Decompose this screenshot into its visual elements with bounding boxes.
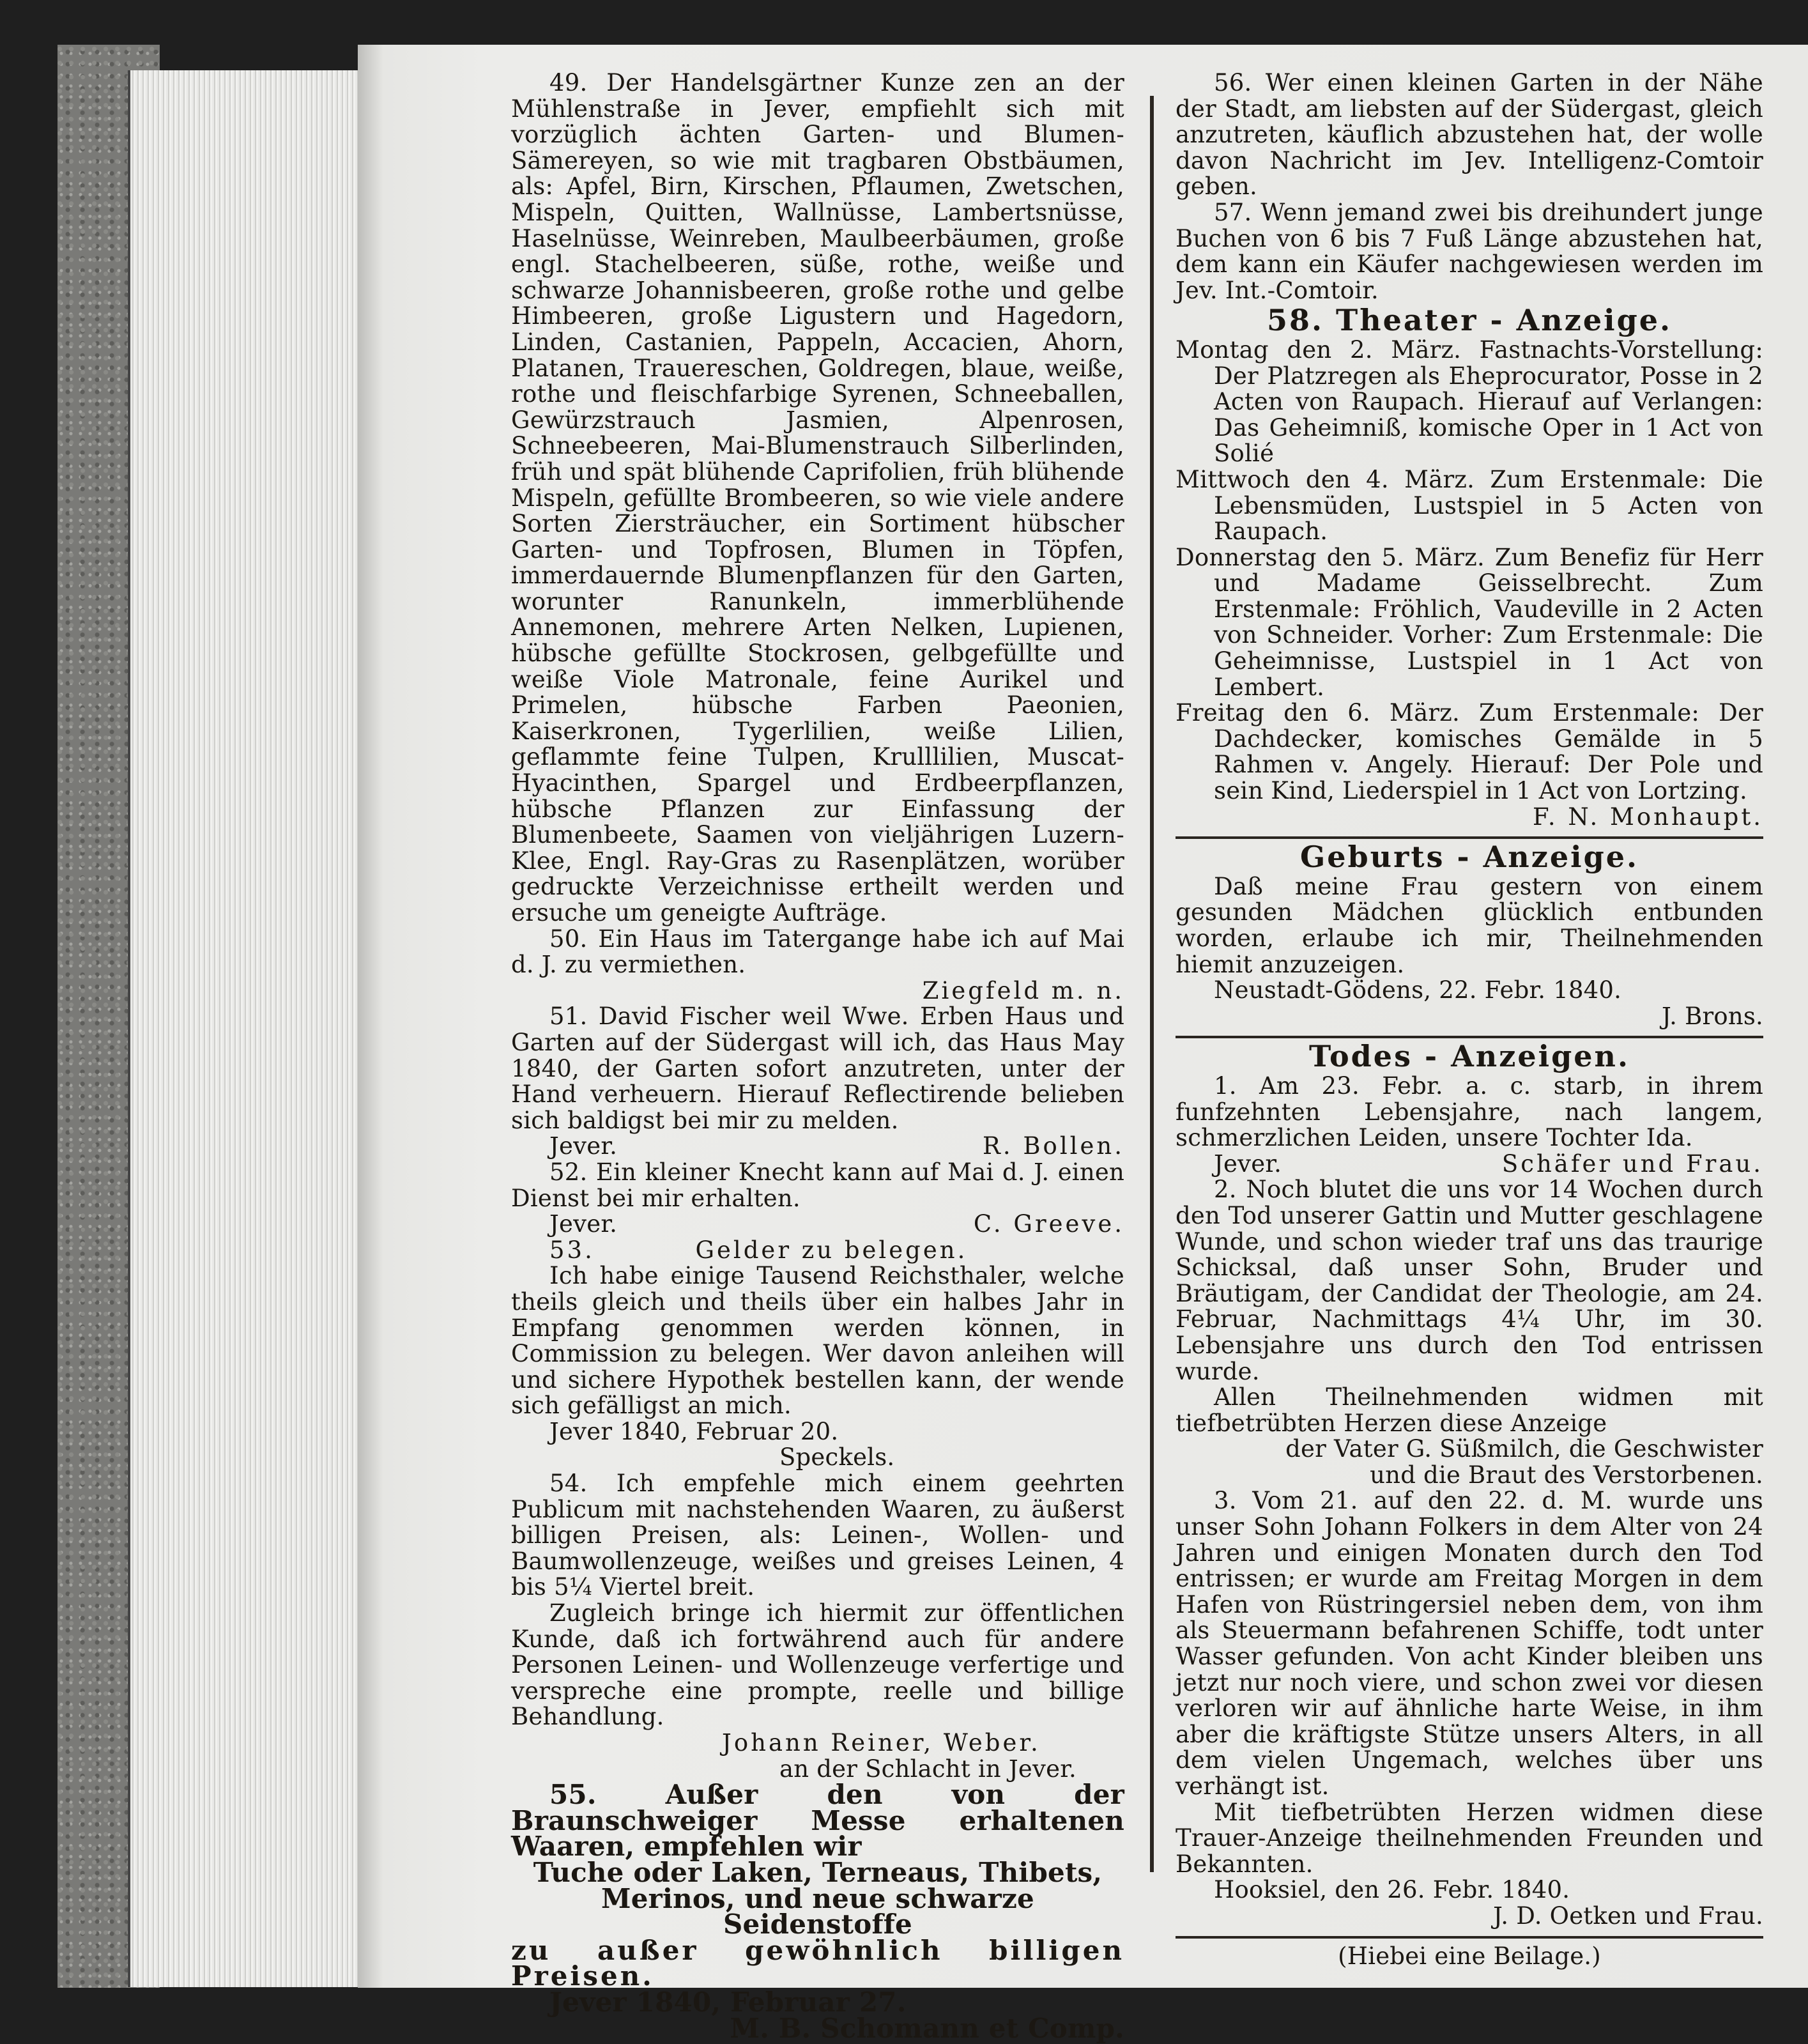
notice-53-date: Jever 1840, Februar 20. [549, 1417, 839, 1445]
death-notice-3-date: Hooksiel, den 26. Febr. 1840. [1214, 1876, 1570, 1904]
notice-53: Ich habe einige Tausend Reichsthaler, welche theils gleich und theils über ein halbes Jahr in Empfang genommen werden können, in Commission zu belegen. Wer davon anleihen will und sichere Hypothek bestellen kann, der wende sich gefälligst an mich. [511, 1262, 1124, 1420]
notice-55: 55. Außer den von der Braunschweiger Messe erhaltenen Waaren, empfehlen wir [511, 1779, 1124, 1863]
left-column [511, 69, 1124, 2044]
supplement-note: (Hiebei eine Beilage.) [1338, 1942, 1601, 1970]
death-notice-2: 2. Noch blutet die uns vor 14 Wochen durch den Tod unserer Gattin und Mutter geschlagene Wunde, und schon wieder traf uns das traurige Schicksal, daß unser Sohn, Bruder und Bräutigam, der Candidat der Theologie, am 24. Februar, Nachmittags 4¼ Uhr, im 30. Lebensjahre uns durch den Tod entrissen wurde. [1176, 1176, 1763, 1385]
notice-55-goods: Tuche oder Laken, Terneaus, Thibets, Merinos, und neue schwarze Seidenstoffe [533, 1856, 1103, 1940]
theater-friday: Freitag den 6. März. Zum Erstenmale: Der Dachdecker, komisches Gemälde in 5 Rahmen v. Angely. Hierauf: Der Pole und sein Kind, Liederspiel in 1 Act von Lortzing. [1176, 699, 1763, 805]
notice-51: 51. David Fischer weil Wwe. Erben Haus und Garten auf der Südergast will ich, das Haus May 1840, der Garten sofort anzutreten, unter der Hand verheuern. Hierauf Reflectirende belieben sich baldigst bei mir zu melden. [511, 1003, 1124, 1134]
theater-wednesday: Mittwoch den 4. März. Zum Erstenmale: Die Lebensmüden, Lustspiel in 5 Acten von Raupach. [1176, 465, 1763, 546]
death-notice-3: 3. Vom 21. auf den 22. d. M. wurde uns unser Sohn Johann Folkers in dem Alter von 24 Jahren und einigen Monaten durch den Tod entrissen; er wurde am Freitag Morgen in dem Hafen von Rüstringersiel neben dem, von ihm als Steuermann befahrenen Schiffe, todt unter Wasser gefunden. Von acht Kinder bleiben uns jetzt nur noch viere, und schon zwei vor diesen verloren wir auf ähnliche harte Weise, in ihm aber die kräftigste Stütze unsers Alters, in all dem vielen Ungemach, welches über uns verhängt ist. [1176, 1487, 1763, 1800]
notice-49: 49. Der Handelsgärtner Kunze zen an der Mühlenstraße in Jever, empfiehlt sich mit vorzüglich ächten Garten- und Blumen-Sämereyen, so wie mit tragbaren Obstbäumen, als: Apfel, Birn, Kirschen, Pflaumen, Zwetschen, Mispeln, Quitten, Wallnüsse, Lambertsnüsse, Haselnüsse, Weinreben, Maulbeerbäumen, große engl. Stachelbeeren, süße, rothe, weiße und schwarze Johannisbeeren, große rothe und gelbe Himbeeren, große Ligustern und Hagedorn, Linden, Castanien, Pappeln, Accacien, Ahorn, Platanen, Trauereschen, Goldregen, blaue, weiße, rothe und fleischfarbige Syrenen, Schneeballen, Gewürzstrauch Jasmien, Alpenrosen, Schneebeeren, Mai-Blumenstrauch Silberlinden, früh und spät blühende Caprifolien, früh blühende Mispeln, gefüllte Brombeeren, so wie viele andere Sorten Ziersträucher, ein Sortiment hübscher Garten- und Topfrosen, Blumen in Töpfen, immerdauernde Blumenpflanzen für den Garten, worunter Ranunkeln, immerblühende Annemonen, mehrere Arten Nelken, Lupienen, hübsche gefüllte Stockrosen, gelbgefüllte und weiße Viole Matronale, feine Aurikel und Primelen, hübsche Farben Paeonien, Kaiserkronen, Tygerlilien, weiße Lilien, geflammte feine Tulpen, Krulllilien, Muscat-Hyacinthen, Spargel und Erdbeerpflanzen, hübsche Pflanzen zur Einfassung der Blumenbeete, Saamen von vieljährigen Luzern-Klee, Engl. Ray-Gras zu Rasenplätzen, worüber gedruckte Verzeichnisse ertheilt werden und ersuche um geneigte Aufträge. [511, 69, 1124, 926]
death-notice-2-signature: der Vater G. Süßmilch, die Geschwister [1285, 1435, 1763, 1463]
death-notice-1-place: Jever. [1214, 1149, 1282, 1178]
notice-54-signature: Johann Reiner, Weber. [722, 1729, 1041, 1756]
notice-55-price: zu außer gewöhnlich billigen Preisen. [511, 1934, 1124, 1992]
column-rule [1150, 96, 1154, 1872]
birth-heading: Geburts - Anzeige. [1299, 840, 1639, 875]
birth-notice: Daß meine Frau gestern von einem gesunden Mädchen glücklich entbunden worden, erlaube ich mir, Theilnehmenden hiemit anzuzeigen. [1176, 872, 1763, 978]
notice-57: 57. Wenn jemand zwei bis dreihundert junge Buchen von 6 bis 7 Fuß Länge abzustehen hat, dem kann ein Käufer nachgewiesen werden im Jev. Int.-Comtoir. [1176, 198, 1763, 304]
death-heading: Todes - Anzeigen. [1309, 1039, 1630, 1074]
notice-52-footer [511, 1211, 1124, 1238]
theater-thursday: Donnerstag den 5. März. Zum Benefiz für Herr und Madame Geisselbrecht. Zum Erstenmale: Fröhlich, Vaudeville in 2 Acten von Schneider. Vorher: Zum Erstenmale: Die Geheimnisse, Lustspiel in 1 Act von Lembert. [1176, 543, 1763, 701]
death-notice-1: 1. Am 23. Febr. a. c. starb, in ihrem funfzehnten Lebensjahre, nach langem, schmerzlichen Leiden, unsere Tochter Ida. [1176, 1072, 1763, 1152]
death-notice-2-signature-2: und die Braut des Verstorbenen. [1370, 1461, 1763, 1489]
section-divider [1176, 836, 1763, 839]
notice-53-heading: 53. Gelder zu belegen. [549, 1236, 968, 1264]
death-notice-1-signature: Schäfer und Frau. [1501, 1149, 1763, 1178]
birth-signature: J. Brons. [1661, 1002, 1763, 1030]
theater-signature: F. N. Monhaupt. [1533, 803, 1763, 831]
notice-54: 54. Ich empfehle mich einem geehrten Publicum mit nachstehenden Waaren, zu äußerst billigen Preisen, als: Leinen-, Wollen- und Baumwollenzeuge, weißes und greises Leinen, 4 bis 5¼ Viertel breit. [511, 1470, 1124, 1601]
notice-51-footer [511, 1133, 1124, 1160]
notice-55-date: Jever 1840, Februar 27. [549, 1986, 907, 2018]
notice-52-place: Jever. [549, 1210, 618, 1238]
notice-50-signature: Ziegfeld m. n. [922, 976, 1124, 1004]
notice-54-continued: Zugleich bringe ich hiermit zur öffentlichen Kunde, daß ich fortwährend auch für andere Personen Leinen- und Wollenzeuge verfertige und verspreche eine prompte, reelle und billige Behandlung. [511, 1599, 1124, 1731]
notice-51-place: Jever. [549, 1132, 618, 1160]
birth-date: Neustadt-Gödens, 22. Febr. 1840. [1214, 976, 1622, 1004]
death-notice-1-footer [1176, 1151, 1763, 1178]
theater-monday: Montag den 2. März. Fastnachts-Vorstellung: Der Platzregen als Eheprocurator, Posse in 2 Acten von Raupach. Hierauf auf Verlangen: Das Geheimniß, komische Oper in 1 Act von Solié [1176, 335, 1763, 468]
notice-55-signature: M. B. Schomann et Comp. [730, 2012, 1124, 2044]
section-divider [1176, 1036, 1763, 1038]
death-notice-2-dedication: Allen Theilnehmenden widmen mit tiefbetrübten Herzen diese Anzeige [1176, 1383, 1763, 1437]
notice-51-signature: R. Bollen. [982, 1132, 1124, 1160]
right-column [1176, 70, 1763, 1969]
notice-56: 56. Wer einen kleinen Garten in der Nähe der Stadt, am liebsten auf der Südergast, gleich anzutreten, käuflich abzustehen hat, der wolle davon Nachricht im Jev. Intelligenz-Comtoir geben. [1176, 69, 1763, 201]
notice-53-signature: Speckels. [779, 1443, 895, 1472]
death-notice-3-signature: J. D. Oetken und Frau. [1493, 1902, 1763, 1930]
notice-54-address: an der Schlacht in Jever. [779, 1755, 1076, 1783]
theater-heading: 58. Theater - Anzeige. [1266, 303, 1673, 338]
notice-52: 52. Ein kleiner Knecht kann auf Mai d. J. einen Dienst bei mir erhalten. [511, 1158, 1124, 1212]
notice-50: 50. Ein Haus im Tatergange habe ich auf Mai d. J. zu vermiethen. [511, 925, 1124, 979]
death-notice-3-dedication: Mit tiefbetrübten Herzen widmen diese Trauer-Anzeige theilnehmenden Freunden und Bekannten. [1176, 1798, 1763, 1878]
notice-52-signature: C. Greeve. [973, 1210, 1124, 1238]
section-divider [1176, 1936, 1763, 1939]
